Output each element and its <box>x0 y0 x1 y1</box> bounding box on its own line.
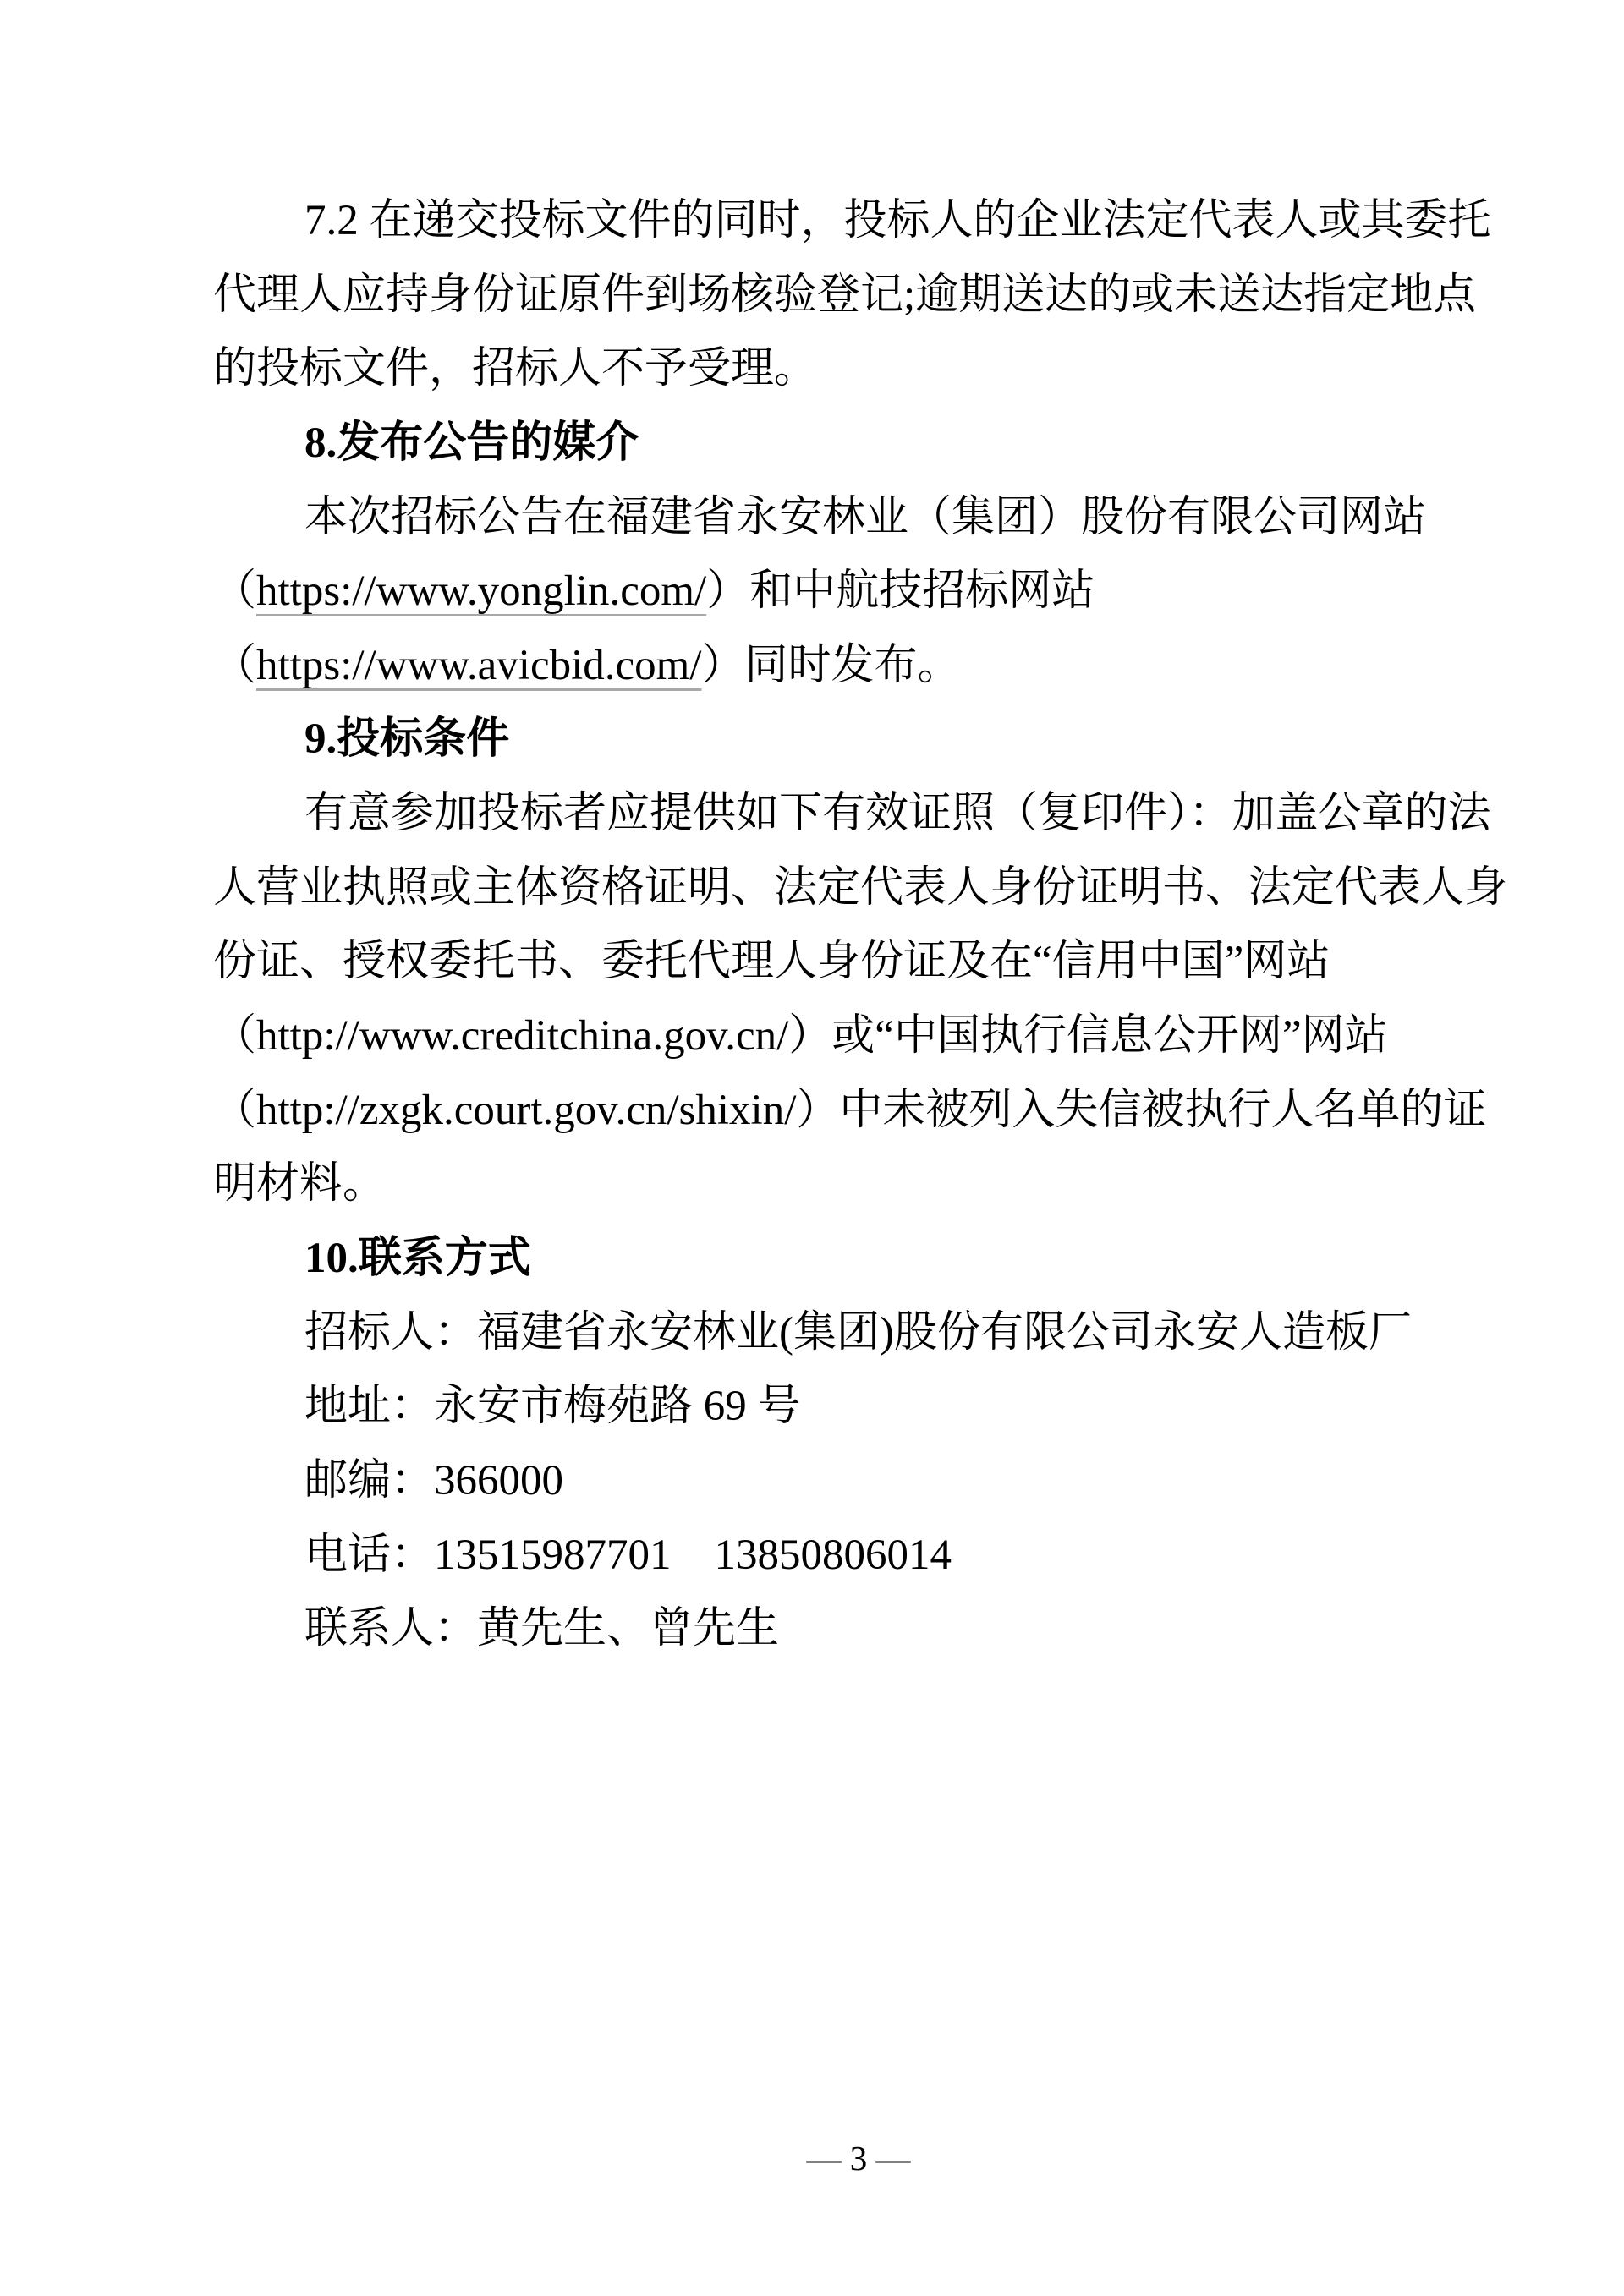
text-run: 本次招标公告在福建省永安林业（集团）股份有限公司网站 <box>304 493 1427 541</box>
text-run: （ <box>213 641 257 689</box>
line-tenderer <box>213 1296 1504 1371</box>
text-run: 代理人应持身份证原件到场核验登记;逾期送达的或未送达指定地点 <box>213 271 1477 319</box>
line-clause-7-2-middle <box>213 259 1504 333</box>
text-run: （ <box>213 567 257 616</box>
text-run: 有意参加投标者应提供如下有效证照（复印件）：加盖公章的法 <box>304 790 1491 838</box>
line-conditions-end <box>213 1148 1504 1222</box>
heading-text: 9.投标条件 <box>304 715 510 764</box>
line-url-avicbid <box>213 629 1504 704</box>
line-url-yonglin <box>213 555 1504 629</box>
line-conditions-1 <box>213 777 1504 852</box>
line-clause-7-2-end <box>213 332 1504 407</box>
line-media-intro <box>213 481 1504 556</box>
line-conditions-3 <box>213 925 1504 1000</box>
heading-section-8-media <box>213 407 1504 481</box>
line-contact-person <box>213 1592 1504 1667</box>
line-postcode <box>213 1444 1504 1519</box>
line-address <box>213 1370 1504 1444</box>
page-number: — 3 — <box>806 2139 911 2178</box>
text-run: （http://www.creditchina.gov.cn/）或“中国执行信息公开网”网站 <box>213 1012 1388 1060</box>
text-run: 邮编：366000 <box>304 1456 564 1504</box>
line-url-creditchina <box>213 1000 1504 1074</box>
text-run: ）和中航技招标网站 <box>706 567 1095 616</box>
text-run: 7.2 在递交投标文件的同时，投标人的企业法定代表人或其委托 <box>304 197 1491 244</box>
heading-section-10-contact <box>213 1222 1504 1296</box>
text-run: 份证、授权委托书、委托代理人身份证及在“信用中国”网站 <box>213 938 1330 986</box>
line-url-zxgk-court <box>213 1074 1504 1148</box>
text-run: 电话：13515987701 13850806014 <box>304 1531 952 1579</box>
text-run: 人营业执照或主体资格证明、法定代表人身份证明书、法定代表人身 <box>213 863 1508 912</box>
line-clause-7-2-start <box>213 184 1504 259</box>
heading-text: 10.联系方式 <box>304 1234 531 1282</box>
text-run: 招标人：福建省永安林业(集团)股份有限公司永安人造板厂 <box>304 1308 1412 1356</box>
heading-section-9-bid-conditions <box>213 703 1504 777</box>
text-run: （http://zxgk.court.gov.cn/shixin/）中未被列入失信被执行人名单的证 <box>213 1086 1487 1134</box>
heading-text: 8.发布公告的媒介 <box>304 419 639 467</box>
text-run: 联系人：黄先生、曾先生 <box>304 1605 780 1653</box>
text-run: 明材料。 <box>213 1160 387 1208</box>
yonglin-url-link[interactable]: https://www.yonglin.com/ <box>256 567 707 616</box>
document-content <box>213 184 1508 1667</box>
line-conditions-2 <box>213 852 1508 926</box>
text-run: 地址：永安市梅苑路 69 号 <box>304 1383 801 1431</box>
line-phone <box>213 1519 1504 1593</box>
avicbid-url-link[interactable]: https://www.avicbid.com/ <box>256 641 702 689</box>
text-run: 的投标文件，招标人不予受理。 <box>213 345 818 393</box>
text-run: ）同时发布。 <box>701 641 961 689</box>
